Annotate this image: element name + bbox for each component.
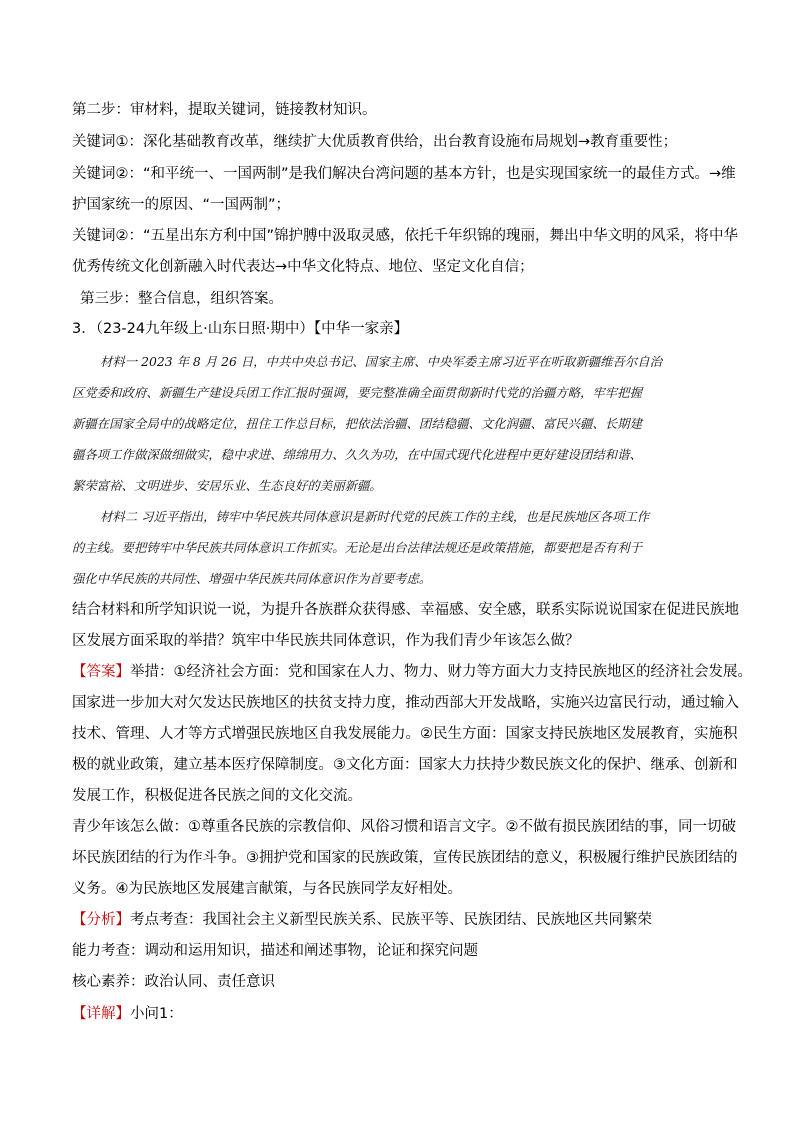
answer-line1: 【答案】举措：①经济社会方面：党和国家在人力、物力、财力等方面大力支持民族地区的经济社会发展。 (72, 664, 752, 680)
answer-line4: 极的就业政策，建立基本医疗保障制度。③文化方面：国家大力扶持少数民族文化的保护、继承、创新和 (72, 757, 738, 773)
section-marker: 【中华一家亲】 (313, 321, 409, 337)
step2-heading: 第二步：审材料，提取关键词，链接教材知识。 (72, 102, 377, 118)
section-marker: 【详解】 (72, 1006, 130, 1022)
keyword-2-line1: 关键词②：“和平统一、一国两制”是我们解决台湾问题的基本方针，也是实现国家统一的最佳方式。→维 (72, 166, 736, 182)
analysis-line: 【分析】考点考查：我国社会主义新型民族关系、民族平等、民族团结、民族地区共同繁荣 (72, 912, 652, 928)
ability-line: 能力考查：调动和运用知识，描述和阐述事物，论证和探究问题 (72, 943, 478, 959)
material-2-line3: 强化中华民族的共同性、增强中华民族共同体意识作为首要考虑。 (72, 571, 432, 586)
material-2-line2: 的主线。要把铸牢中华民族共同体意识工作抓实。无论是出台法律法规还是政策措施，都要把是否有利于 (72, 540, 642, 555)
section-marker: 【分析】 (72, 912, 130, 928)
keyword-1: 关键词①：深化基础教育改革，继续扩大优质教育供给，出台教育设施布局规划→教育重要性； (72, 134, 678, 150)
section-marker: 【答案】 (72, 664, 130, 680)
keyword-3-line1: 关键词②：“五星出东方利中国”锦护膊中汲取灵感，依托千年织锦的瑰丽，舞出中华文明的风采，将中华 (72, 228, 739, 244)
step3-heading: 第三步：整合信息，组织答案。 (80, 291, 283, 307)
material-1-line3: 新疆在国家全局中的战略定位，扭住工作总目标，把依法治疆、团结稳疆、文化润疆、富民兴疆、长期建 (72, 416, 642, 431)
question-3-title: 3．（23-24九年级上·山东日照·期中）【中华一家亲】 (72, 321, 409, 337)
question-prompt-line1: 结合材料和所学知识说一说，为提升各族群众获得感、幸福感、安全感，联系实际说说国家在促进民族地 (72, 602, 739, 618)
material-1-line2: 区党委和政府、新疆生产建设兵团工作汇报时强调，要完整准确全面贯彻新时代党的治疆方略，牢牢把握 (72, 385, 642, 400)
question-prompt-line2: 区发展方面采取的举措？筑牢中华民族共同体意识，作为我们青少年该怎么做？ (72, 633, 580, 649)
youth-answer-line2: 坏民族团结的行为作斗争。③拥护党和国家的民族政策，宣传民族团结的意义，积极履行维护民族团结的 (72, 850, 738, 866)
answer-line5: 发展工作，积极促进各民族之间的文化交流。 (72, 788, 362, 804)
material-2-line1: 材料二 习近平指出，铸牢中华民族共同体意识是新时代党的民族工作的主线，也是民族地区各项工作 (100, 509, 650, 524)
literacy-line: 核心素养：政治认同、责任意识 (72, 974, 275, 990)
material-1-line5: 繁荣富裕、文明进步、安居乐业、生态良好的美丽新疆。 (72, 478, 382, 493)
answer-line2: 国家进一步加大对欠发达民族地区的扶贫支持力度，推动西部大开发战略，实施兴边富民行动，通过输入 (72, 695, 739, 711)
keyword-3-line2: 优秀传统文化创新融入时代表达→中华文化特点、地位、坚定文化自信； (72, 259, 534, 275)
answer-line3: 技术、管理、人才等方式增强民族地区自我发展能力。②民生方面：国家支持民族地区发展教育，实施积 (72, 726, 738, 742)
detail-heading: 【详解】小问1： (72, 1006, 183, 1022)
material-1-line1: 材料一 2023 年 8 月 26 日，中共中央总书记、国家主席、中央军委主席习近平在听取新疆维吾尔自治 (100, 354, 663, 369)
youth-answer-line3: 义务。④为民族地区发展建言献策，与各民族同学友好相处。 (72, 881, 462, 897)
material-1-line4: 疆各项工作做深做细做实，稳中求进、绵绵用力、久久为功，在中国式现代化进程中更好建设团结和谐、 (72, 447, 642, 462)
keyword-2-line2: 护国家统一的原因、“一国两制”； (72, 197, 291, 213)
youth-answer-line1: 青少年该怎么做：①尊重各民族的宗教信仰、风俗习惯和语言文字。②不做有损民族团结的事，同一切破 (72, 819, 736, 835)
